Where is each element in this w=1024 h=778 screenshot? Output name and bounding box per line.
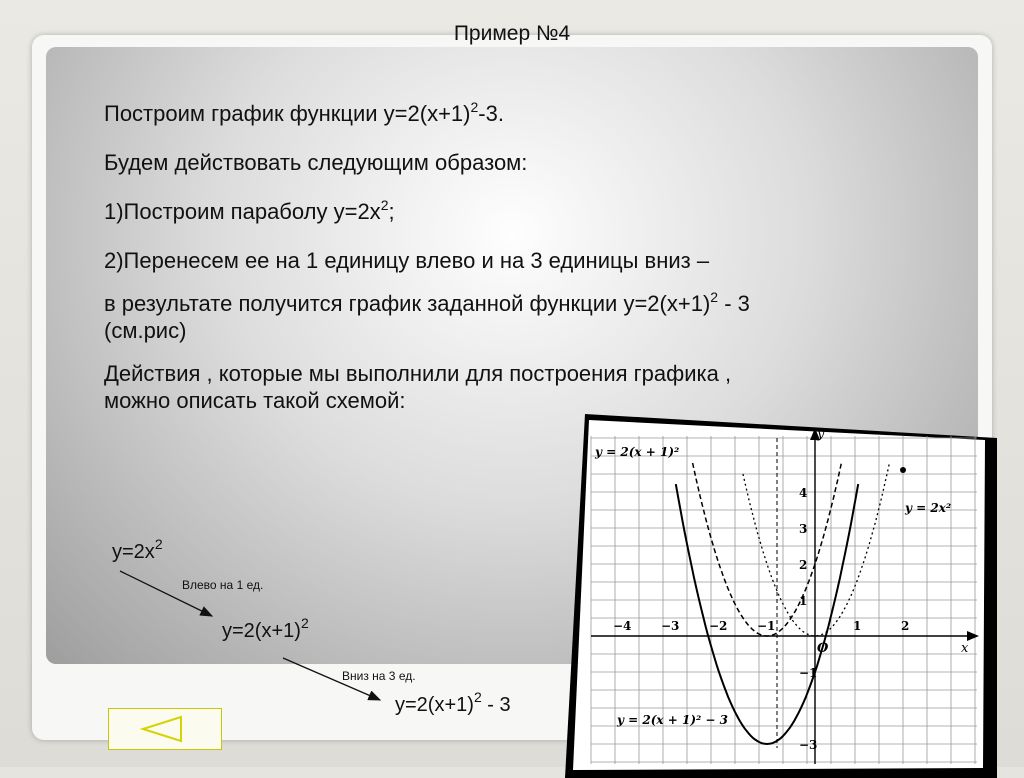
label-right: y = 2x² (905, 501, 952, 515)
graph-picture (565, 408, 1005, 778)
line-2: Будем действовать следующим образом: (104, 150, 528, 175)
step-2-label: Вниз на 3 ед. (342, 669, 416, 683)
arrow-2 (283, 658, 380, 700)
line-1: Построим график функции $у=2(х+1)^2-3$. (104, 99, 504, 126)
formula-2: $у=2(х+1)^2$ (222, 615, 309, 642)
formula-1: $у=2х^2$ (112, 536, 163, 563)
slide-title: Пример №4 (453, 22, 571, 45)
y-tick-label: −3 (799, 738, 818, 752)
axis-y-label: y (817, 427, 825, 442)
x-tick-label: −4 (613, 619, 632, 633)
line-4: 2)Перенесем ее на 1 единицу влево и на 3 единицы вниз – (104, 248, 710, 273)
step-1-label: Влево на 1 ед. (182, 578, 264, 592)
back-button[interactable] (108, 708, 222, 750)
y-tick-label: 3 (799, 522, 808, 536)
y-tick-label: 2 (799, 558, 808, 572)
label-top: y = 2(x + 1)² (595, 445, 680, 459)
formula-3: $у=2(х+1)^2 - 3$ (395, 689, 511, 716)
arrow-1 (120, 571, 212, 616)
x-tick-label: 1 (853, 619, 862, 633)
label-bottom: y = 2(x + 1)² − 3 (617, 713, 729, 727)
line-6: Действия , которые мы выполнили для построения графика , можно описать такой схемой: (104, 361, 732, 413)
axis-x-label: x (961, 641, 969, 656)
y-tick-label: −1 (799, 666, 818, 680)
y-tick-label: 4 (799, 486, 808, 500)
x-tick-label: 2 (901, 619, 910, 633)
line-5: в результате получится график заданной функции $у=2(х+1)^2 - 3$ (см.рис) (104, 289, 750, 343)
x-tick-label: −3 (661, 619, 680, 633)
line-3: 1)Построим параболу $у=2х^2$; (104, 197, 395, 224)
x-tick-label: −1 (757, 619, 776, 633)
x-tick-label: −2 (709, 619, 728, 633)
origin-label: O (817, 641, 829, 656)
y-tick-label: 1 (799, 594, 808, 608)
triangle-left-icon (109, 709, 221, 749)
